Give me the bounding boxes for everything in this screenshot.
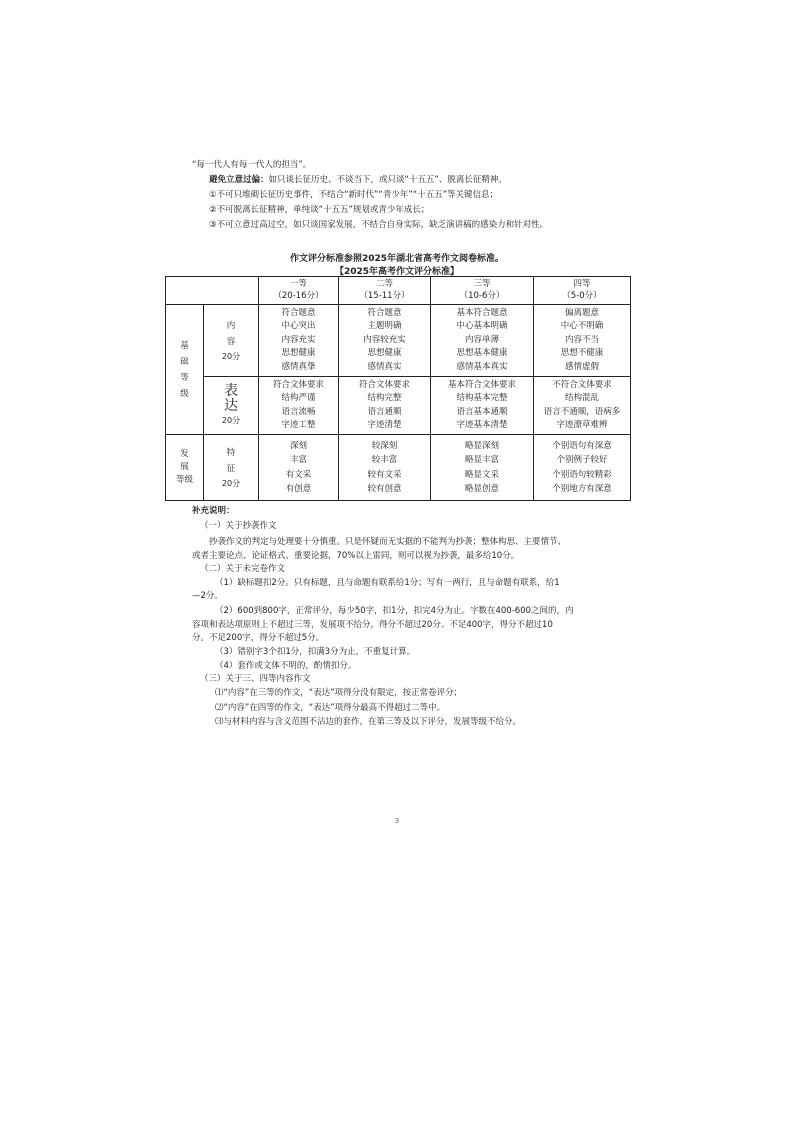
notes-line: —2分。	[192, 591, 223, 601]
expression-cell-grade-4: 不符合文体要求 结构混乱 语言不通顺，语病多 字迹潦草难辨	[534, 377, 631, 435]
notes-line: 或者主要论点、论证格式、重要论据，70%以上雷同，则可以视为抄袭，最多给10分。	[192, 551, 520, 561]
page-number: 3	[394, 817, 400, 825]
feature-cell-grade-2: 较深刻 较丰富 较有文采 较有创意	[339, 435, 431, 501]
notes-line: （1）缺标题扣2分。只有标题，且与命题有联系给1分；写有一两行，且与命题有联系，给1	[215, 578, 560, 588]
feature-cell-grade-1: 深刻 丰富 有文采 有创意	[259, 435, 339, 501]
notes-line: 容项和表达项原则上不超过三等，发展项不给分，得分不超过20分。不足400字，得分不超过10	[192, 620, 553, 630]
table-header-row	[166, 277, 631, 305]
quote-line: “每一代人有每一代人的担当”。	[192, 160, 312, 170]
basic-level-label: 基 础 等 级	[166, 305, 204, 435]
notes-line: （2）600到800字，正常评分，每少50字，扣1分，扣完4分为止。字数在400-600之间的，内	[215, 606, 574, 616]
notes-line: （一）关于抄袭作文	[200, 521, 277, 531]
expression-cell-grade-1: 符合文体要求 结构严谨 语言流畅 字迹工整	[259, 377, 339, 435]
development-level-label: 发 展 等级	[166, 435, 204, 501]
content-cell-grade-4: 偏离题意 中心不明确 内容不当 思想不健康 感情虚假	[534, 305, 631, 377]
table-row-content	[166, 305, 631, 377]
notes-line: ⑴“内容”在三等的作文，“表达”项得分没有限定，按正常卷评分；	[215, 688, 463, 698]
feature-cell-grade-4: 个别语句有深意 个别例子较好 个别语句较精彩 个别地方有深意	[534, 435, 631, 501]
notes-line: 分。不足200字，得分不超过5分。	[192, 633, 325, 643]
table-row-expression	[166, 377, 631, 435]
content-label: 内 容 20分	[204, 305, 259, 377]
expression-cell-grade-3: 基本符合文体要求 结构基本完整 语言基本通顺 字迹基本清楚	[431, 377, 534, 435]
notes-line: 抄袭作文的判定与处理要十分慎重。只是怀疑而无实据的不能判为抄袭；整体构思、主要情节、	[209, 537, 567, 547]
avoid-paragraph	[209, 175, 507, 186]
content-cell-grade-1: 符合题意 中心突出 内容充实 思想健康 感情真挚	[259, 305, 339, 377]
table-row-feature	[166, 435, 631, 501]
expression-cell-grade-2: 符合文体要求 结构完整 语言通顺 字迹清楚	[339, 377, 431, 435]
header-grade-2: 二等 （15-11分）	[339, 277, 431, 305]
feature-label: 特 征 20分	[204, 435, 259, 501]
header-grade-3: 三等 （10-6分）	[431, 277, 534, 305]
feature-cell-grade-3: 略显深刻 略显丰富 略显文采 略显创意	[431, 435, 534, 501]
table-corner-cell	[166, 277, 259, 305]
avoid-point-1: ①不可只堆砌长征历史事件，不结合“新时代”“青少年”“十五五”等关键信息；	[209, 190, 499, 200]
notes-line: ⑶与材料内容与含义范围不沾边的套作，在第三等及以下评分，发展等级不给分。	[215, 717, 522, 727]
header-grade-1: 一等 （20-16分）	[259, 277, 339, 305]
scoring-table	[165, 276, 631, 501]
notes-line: （4）套作或文体不明的，酌情扣分。	[215, 661, 357, 671]
avoid-label: 避免立意过偏：	[209, 175, 269, 185]
notes-line: （二）关于未完卷作文	[200, 564, 286, 574]
notes-line: ⑵“内容”在四等的作文，“表达”项得分最高不得超过二等中。	[215, 703, 446, 713]
header-grade-4: 四等 （5-0分）	[534, 277, 631, 305]
content-cell-grade-3: 基本符合题意 中心基本明确 内容单薄 思想基本健康 感情基本真实	[431, 305, 534, 377]
expression-label: 表 达 20分	[204, 377, 259, 435]
avoid-point-3: ③不可立意过高过空，如只谈国家发展，不结合自身实际，缺乏演讲稿的感染力和针对性。	[209, 220, 549, 230]
avoid-text: 如只谈长征历史、不谈当下，或只谈“十五五”、脱离长征精神。	[268, 175, 507, 185]
notes-line: （三）关于三、四等内容作文	[200, 674, 311, 684]
notes-line: （3）错别字3个扣1分，扣满3分为止，不重复计算。	[215, 647, 416, 657]
scoring-subtitle: 【2025年高考作文评分标准】	[334, 267, 460, 277]
content-cell-grade-2: 符合题意 主题明确 内容较充实 思想健康 感情真实	[339, 305, 431, 377]
notes-heading: 补充说明：	[192, 506, 235, 516]
avoid-point-2: ②不可脱离长征精神，单纯谈“十五五”规划或青少年成长；	[209, 205, 430, 215]
scoring-title: 作文评分标准参照2025年湖北省高考作文阅卷标准。	[289, 254, 505, 264]
